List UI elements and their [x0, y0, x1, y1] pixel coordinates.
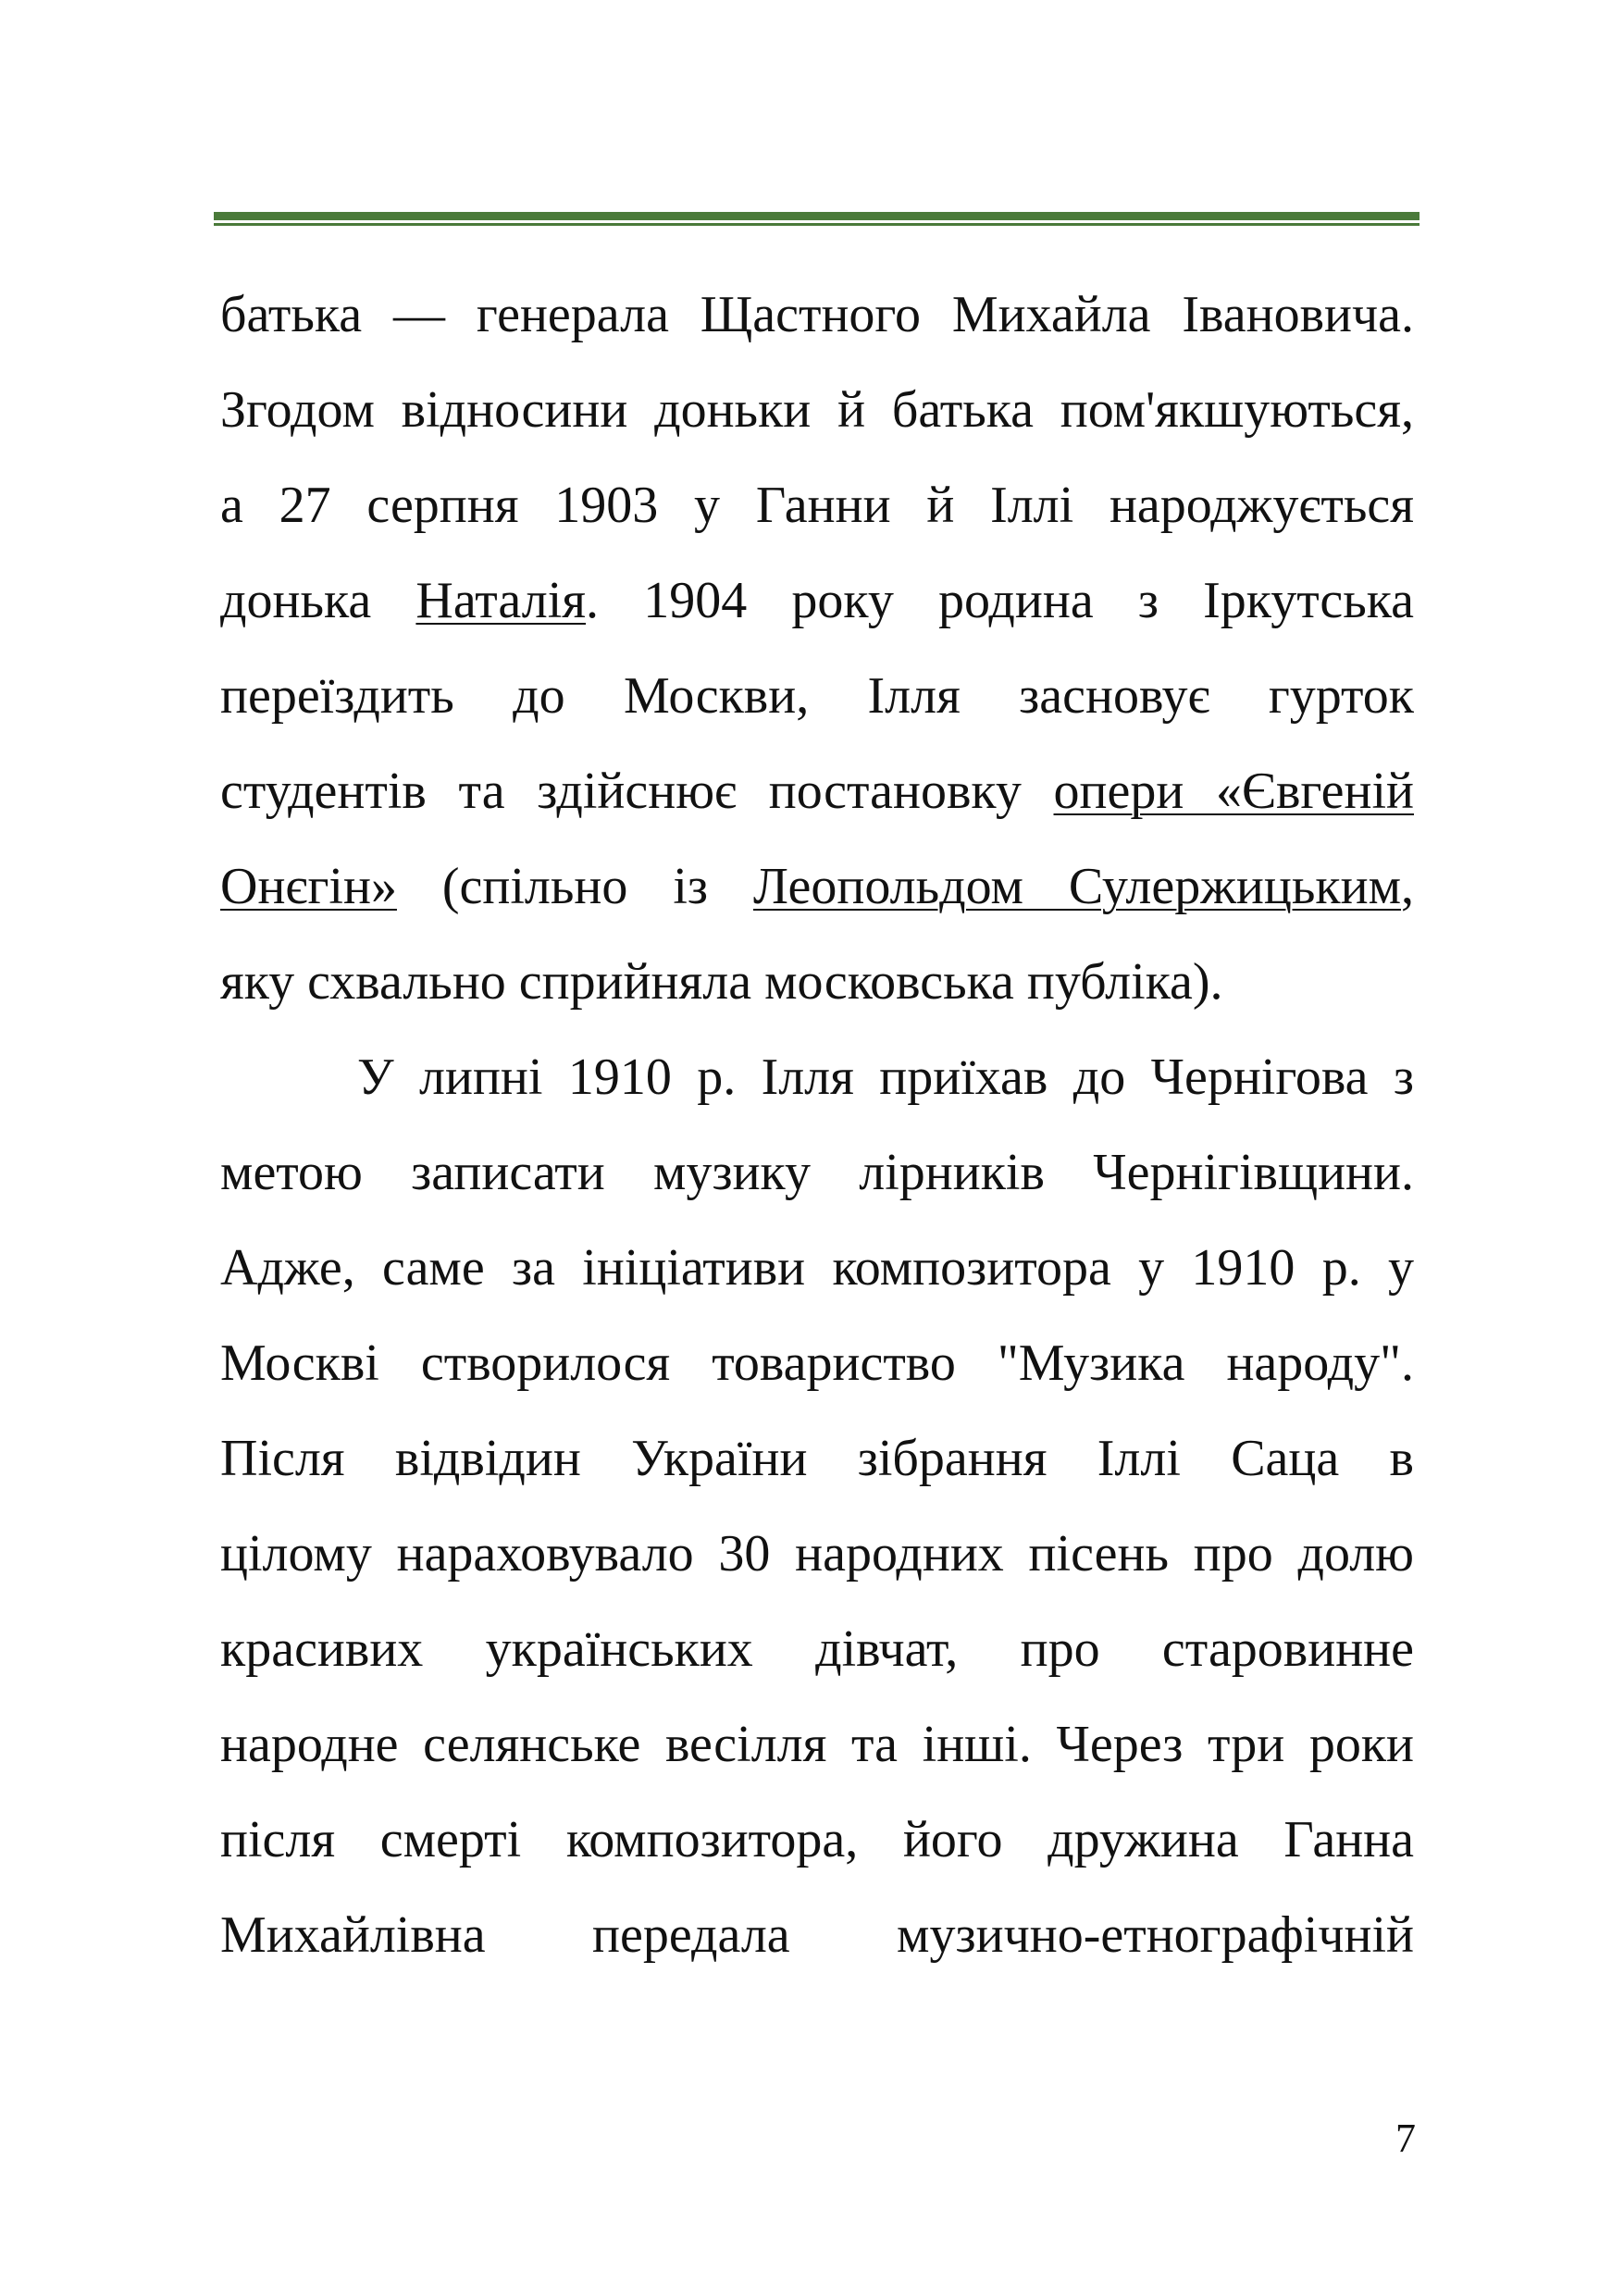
header-rule-thick: [214, 212, 1419, 220]
page-body: [220, 278, 1414, 1993]
text-line: Згодом відносини доньки й батька пом'якшуються,: [220, 381, 1414, 439]
text-line: яку схвально сприйняла московська публіка).: [220, 953, 1223, 1011]
text-line: батька — генерала Щастного Михайла Івановича.: [220, 286, 1414, 343]
paragraph-1: [220, 278, 1414, 1040]
text-segment: . 1904 року родина з Іркутська: [586, 572, 1414, 629]
header-rule: [214, 212, 1419, 228]
text-line: Після відвідин України зібрання Іллі Саца в: [220, 1430, 1414, 1487]
text-line: метою записати музику лірників Чернігівщини.: [220, 1144, 1414, 1201]
text-line: Михайлівна передала музично-етнографічній: [220, 1906, 1414, 1964]
text-line: красивих українських дівчат, про старовинне: [220, 1620, 1414, 1678]
text-line: [220, 850, 1414, 945]
text-line: після смерті композитора, його дружина Ганна: [220, 1811, 1414, 1868]
link-natalia[interactable]: Наталія: [415, 572, 587, 629]
text-line: народне селянське весілля та інші. Через три роки: [220, 1716, 1414, 1773]
text-segment: донька: [220, 572, 416, 629]
text-segment: (спільно із: [396, 858, 753, 915]
link-leopold-sulerzhytsky[interactable]: Леопольдом Сулержицьким: [752, 858, 1402, 915]
paragraph-2: [220, 1040, 1414, 1993]
link-opera-eugene-onegin[interactable]: опери «Євгеній: [1053, 763, 1414, 820]
text-line: У липні 1910 р. Ілля приїхав до Чернігова з: [357, 1049, 1414, 1106]
text-line: а 27 серпня 1903 у Ганни й Іллі народжується: [220, 477, 1414, 534]
text-line: [220, 754, 1414, 850]
page-number: 7: [1395, 2116, 1416, 2161]
text-line: Адже, саме за ініціативи композитора у 1910 р. у: [220, 1239, 1414, 1297]
header-rule-thin: [214, 223, 1419, 226]
text-segment: ,: [1401, 858, 1415, 915]
text-line: [220, 564, 1414, 659]
text-line: цілому нараховувало 30 народних пісень про долю: [220, 1525, 1414, 1582]
text-line: переїздить до Москви, Ілля засновує гурток: [220, 667, 1414, 725]
text-line: Москві створилося товариство "Музика народу".: [220, 1334, 1414, 1392]
link-opera-eugene-onegin-cont[interactable]: Онєгін»: [220, 858, 397, 915]
text-segment: студентів та здійснює постановку: [220, 763, 1054, 820]
